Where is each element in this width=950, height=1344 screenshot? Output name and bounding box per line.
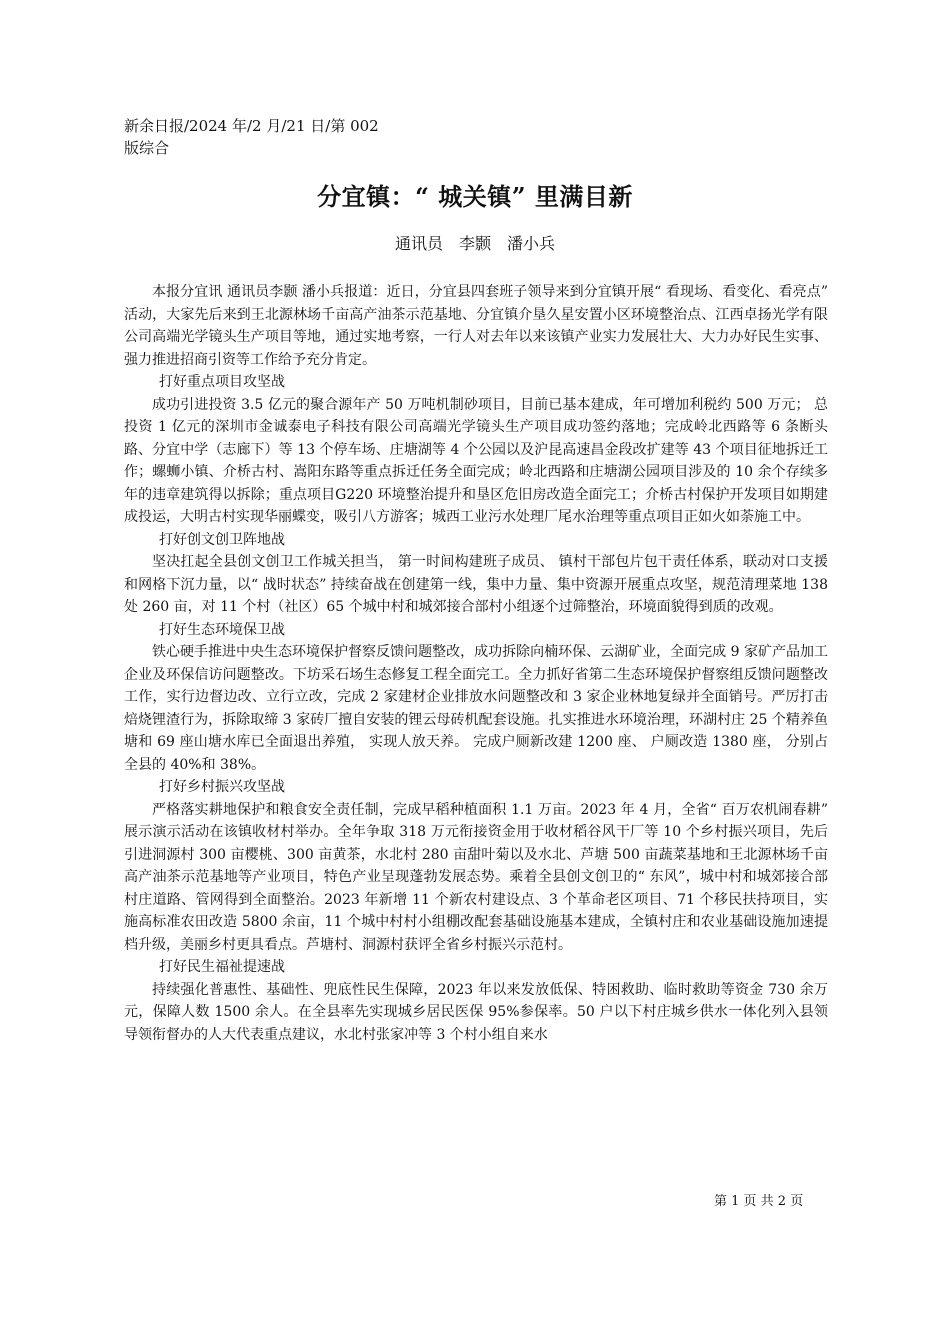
paragraph-civilization: 坚决扛起全县创文创卫工作城关担当， 第一时间构建班子成员、 镇村干部包片包干责任体系，联动对口支援和网格下沉力量，以“ 战时状态” 持续奋战在创建第一线，集中力量、集中资源开展重点攻坚，规范清理菜地 138 处 260 亩，对 11 个村（社区）65 个城中村和城郊接合部村小组逐个过筛整治，环境面貌得到质的改观。 — [124, 554, 828, 615]
source-info — [124, 115, 379, 159]
paragraph-projects: 成功引进投资 3.5 亿元的聚合源年产 50 万吨机制砂项目，目前已基本建成，年可增加利税约 500 万元； 总投资 1 亿元的深圳市金诚泰电子科技有限公司高端光学镜头生产项目成功签约落地；完成岭北西路等 6 条断头路、分宜中学（志廊下）等 13 个停车场、庄塘湖等 4 个公园以及沪昆高速昌金段改扩建等 43 个项目征地拆迁工作；螺蛳小镇、介桥古村、嵩阳东路等重点拆迁任务全面完成；岭北西路和庄塘湖公园项目涉及的 10 余个存续多年的违章建筑得以拆除；重点项目G220 环境整治提升和垦区危旧房改造全面完工；介桥古村保护开发项目如期建成投运，大明古村实现华丽蝶变，吸引八方游客；城西工业污水处理厂尾水治理等重点项目正如火如荼施工中。 — [124, 396, 828, 525]
article-title: 分宜镇：“ 城关镇” 里满目新 — [317, 182, 633, 211]
section-heading-civilization: 打好创文创卫阵地战 — [159, 531, 285, 548]
section-heading-rural: 打好乡村振兴攻坚战 — [159, 779, 285, 795]
article-byline: 通讯员 李颢 潘小兵 — [394, 234, 555, 253]
page-number: 第 1 页 共 2 页 — [714, 1194, 804, 1209]
paragraph-rural: 严格落实耕地保护和粮食安全责任制，完成早稻种植面积 1.1 万亩。2023 年 4 月，全省“ 百万农机闹春耕” 展示演示活动在该镇收材村举办。全年争取 318 万元衔接资金用于收材稻谷风干厂等 10 个乡村振兴项目，先后引进洞源村 300 亩樱桃、300 亩黄茶，水北村 280 亩甜叶菊以及水北、芦塘 500 亩蔬菜基地和王北源林场千亩高产油茶示范基地等产业项目，特色产业呈现蓬勃发展态势。乘着全县创文创卫的“ 东风”，城中村和城郊接合部村庄道路、管网得到全面整治。2023 年新增 11 个新农村建设点、3 个革命老区项目、71 个移民扶持项目，实施高标准农田改造 5800 余亩，11 个城中村村小组棚改配套基础设施基本建成，全镇村庄和农业基础设施加速提档升级，美丽乡村更具看点。芦塘村、洞源村获评全省乡村振兴示范村。 — [124, 801, 828, 953]
source-line-2: 版综合 — [124, 139, 170, 157]
paragraph-ecology: 铁心硬手推进中央生态环境保护督察反馈问题整改，成功拆除向楠环保、云湖矿业，全面完成 9 家矿产品加工企业及环保信访问题整改。下坊采石场生态修复工程全面完工。全力抓好省第二生态环境保护督察组反馈问题整改工作，实行边督边改、立行立改，完成 2 家建材企业排放水问题整改和 3 家企业林地复绿并全面销号。严厉打击焙烧锂渣行为，拆除取缔 3 家砖厂擅自安装的锂云母砖机配套设施。扎实推进水环境治理，环湖村庄 25 个精养鱼塘和 69 座山塘水库已全面退出养殖， 实现人放天养。 完成户厕新改建 1200 座、 户厕改造 1380 座， 分别占全县的 40%和 38%。 — [124, 644, 828, 773]
article-body — [124, 281, 828, 1046]
section-heading-projects: 打好重点项目攻坚战 — [159, 374, 285, 390]
source-line-1: 新余日报/2024 年/2 月/21 日/第 002 — [124, 117, 379, 135]
section-heading-ecology: 打好生态环境保卫战 — [159, 621, 285, 638]
paragraph-lead: 本报分宜讯 通讯员李颢 潘小兵报道：近日，分宜县四套班子领导来到分宜镇开展“ 看现场、看变化、看亮点” 活动，大家先后来到王北源林场千亩高产油茶示范基地、分宜镇介垦久星安置小区环境整治点、江西卓扬光学有限公司高端光学镜头生产项目等地，通过实地考察，一行人对去年以来该镇产业实力发展壮大、大力办好民生实事、强力推进招商引资等工作给予充分肯定。 — [124, 284, 828, 368]
paragraph-livelihood: 持续强化普惠性、基础性、兜底性民生保障，2023 年以来发放低保、特困救助、临时救助等资金 730 余万元，保障人数 1500 余人。在全县率先实现城乡居民医保 95%参保率。50 户以下村庄城乡供水一体化列入县领导领衔督办的人大代表重点建议，水北村张家冲等 3 个村小组自来水 — [124, 981, 828, 1043]
section-heading-livelihood: 打好民生福祉提速战 — [159, 959, 285, 975]
